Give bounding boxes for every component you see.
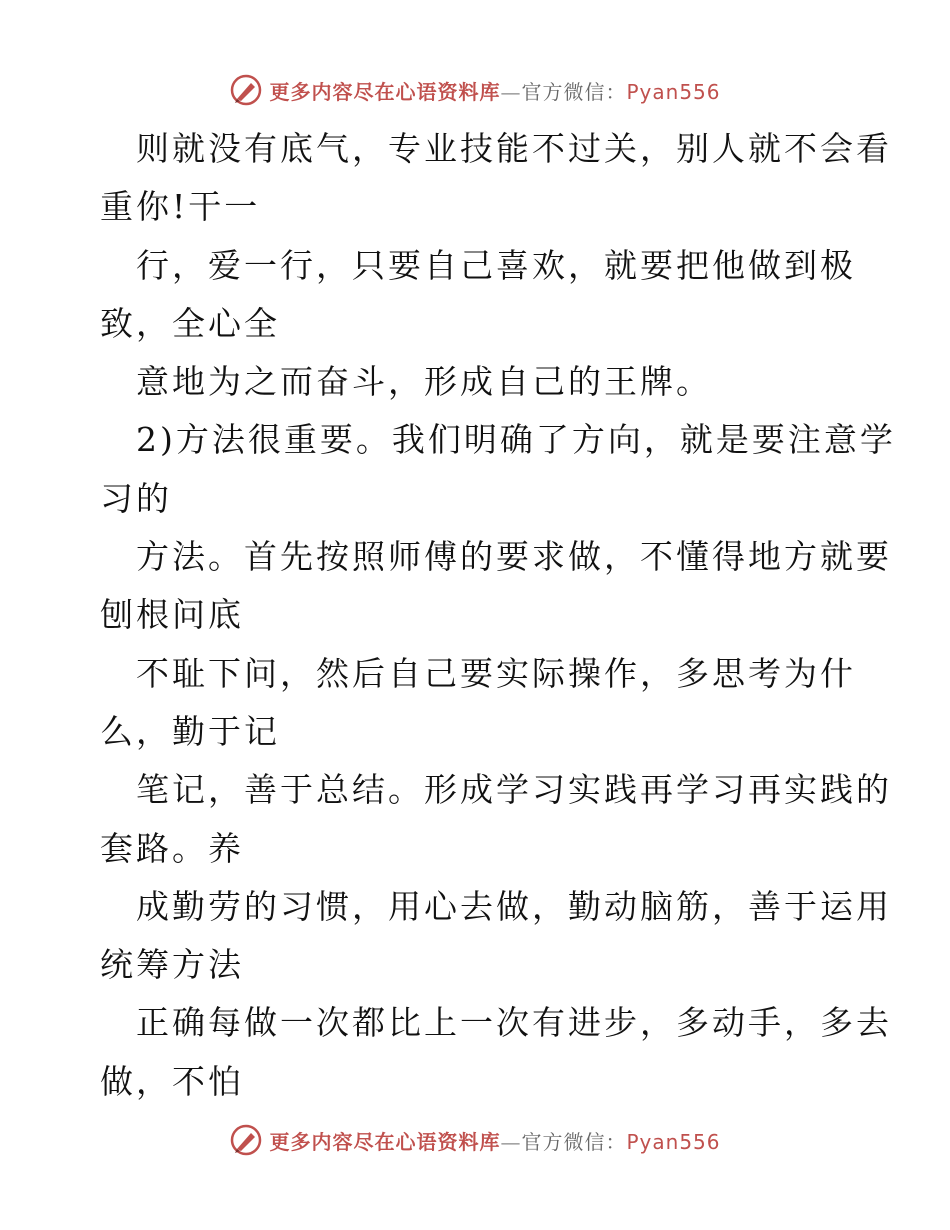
text-line: 致，全心全 xyxy=(100,303,280,343)
pen-logo-icon xyxy=(229,1123,263,1157)
watermark-text: 更多内容尽在心语资料库—官方微信：Pyan556 xyxy=(269,1129,721,1154)
text-line: 2)方法很重要。我们明确了方向，就是要注意学 xyxy=(136,420,896,460)
text-line: 方法。首先按照师傅的要求做，不懂得地方就要 xyxy=(136,537,892,577)
text-line: 笔记，善于总结。形成学习实践再学习再实践的 xyxy=(136,770,892,810)
text-line: 重你!干一 xyxy=(100,187,261,227)
pen-logo-icon xyxy=(229,73,263,107)
text-line: 不耻下问，然后自己要实际操作，多思考为什 xyxy=(136,653,856,693)
document-body xyxy=(100,120,896,1111)
text-line: 做，不怕 xyxy=(100,1061,244,1101)
text-line: 正确每做一次都比上一次有进步，多动手，多去 xyxy=(136,1003,892,1043)
text-line: 行，爱一行，只要自己喜欢，就要把他做到极 xyxy=(136,245,856,285)
text-line: 刨根问底 xyxy=(100,595,244,635)
text-line: 则就没有底气，专业技能不过关，别人就不会看 xyxy=(136,129,892,168)
text-line: 统筹方法 xyxy=(100,945,244,985)
header-watermark xyxy=(0,70,950,110)
text-line: 意地为之而奋斗，形成自己的王牌。 xyxy=(136,362,712,402)
text-line: 成勤劳的习惯，用心去做，勤动脑筋，善于运用 xyxy=(136,886,892,926)
footer-watermark xyxy=(0,1120,950,1160)
watermark-text: 更多内容尽在心语资料库—官方微信：Pyan556 xyxy=(269,79,721,104)
text-line: 么，勤于记 xyxy=(100,711,280,751)
text-line: 套路。养 xyxy=(100,828,244,868)
text-line: 习的 xyxy=(100,478,172,518)
